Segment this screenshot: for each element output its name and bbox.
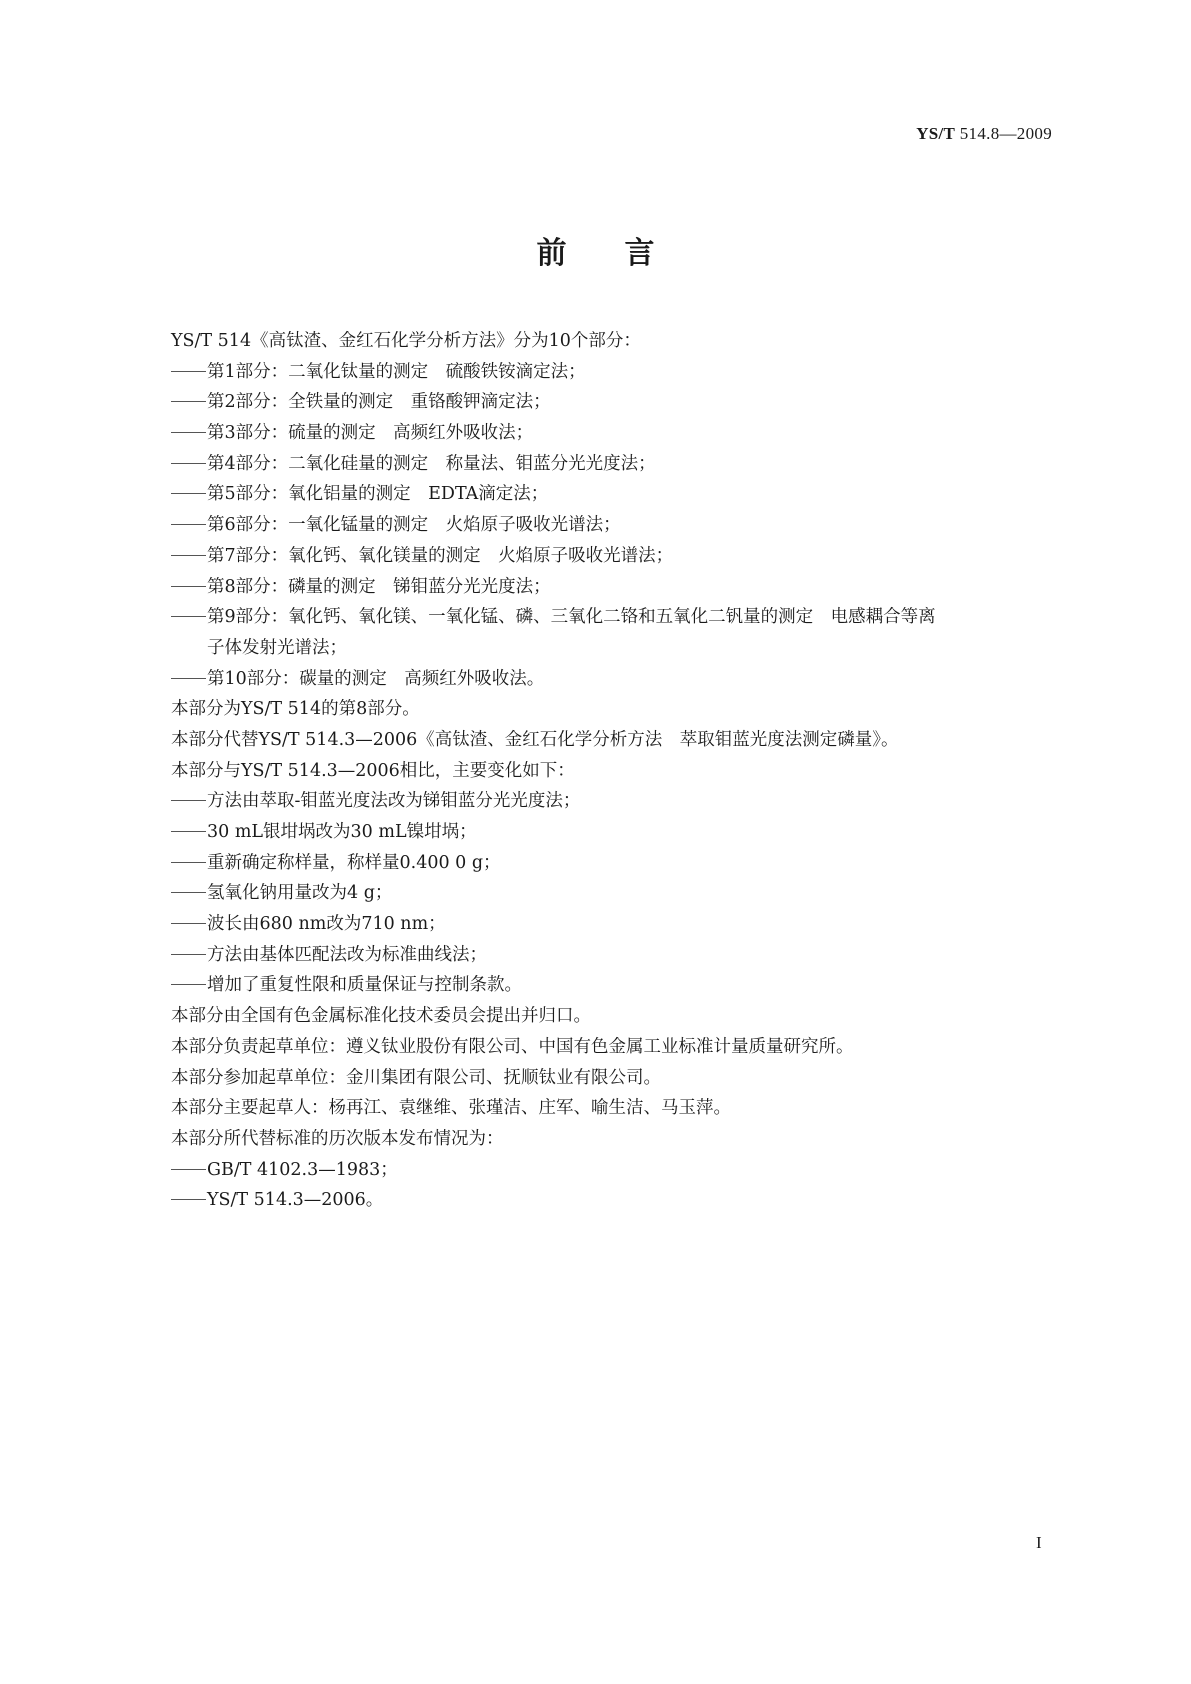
em-dash-bullet	[171, 831, 206, 832]
participating-drafters-statement: 本部分参加起草单位：金川集团有限公司、抚顺钛业有限公司。	[171, 1067, 661, 1088]
em-dash-bullet	[171, 923, 206, 924]
em-dash-bullet	[171, 800, 206, 801]
part-item-continuation: 子体发射光谱法；	[207, 637, 347, 658]
standard-prefix: YS/T	[916, 124, 956, 143]
part-item: 第4部分：二氧化硅量的测定 称量法、钼蓝分光光度法；	[171, 449, 1071, 480]
em-dash-bullet	[171, 678, 206, 679]
change-item: 方法由萃取-钼蓝光度法改为锑钼蓝分光光度法；	[171, 786, 1071, 817]
standard-code-header	[916, 124, 1052, 144]
change-item: 重新确定称样量，称样量0.400 0 g；	[171, 848, 1071, 879]
em-dash-bullet	[171, 432, 206, 433]
history-item: GB/T 4102.3—1983；	[171, 1155, 1071, 1186]
em-dash-bullet	[171, 862, 206, 863]
change-item: 氢氧化钠用量改为4 g；	[171, 878, 1071, 909]
lead-drafters-statement: 本部分负责起草单位：遵义钛业股份有限公司、中国有色金属工业标准计量质量研究所。	[171, 1036, 854, 1057]
change-item: 波长由680 nm改为710 nm；	[171, 909, 1071, 940]
foreword-body	[171, 326, 1071, 1216]
part-item: 第9部分：氧化钙、氧化镁、一氧化锰、磷、三氧化二铬和五氧化二钒量的测定 电感耦合等离	[171, 602, 1071, 633]
em-dash-bullet	[171, 463, 206, 464]
main-drafters-statement: 本部分主要起草人：杨再江、袁继维、张瑾洁、庄军、喻生洁、马玉萍。	[171, 1098, 731, 1119]
em-dash-bullet	[171, 524, 206, 525]
part-item: 第6部分：一氧化锰量的测定 火焰原子吸收光谱法；	[171, 510, 1071, 541]
em-dash-bullet	[171, 616, 206, 617]
part-item: 第3部分：硫量的测定 高频红外吸收法；	[171, 418, 1071, 449]
page-number: I	[1036, 1533, 1042, 1552]
em-dash-bullet	[171, 984, 206, 985]
em-dash-bullet	[171, 586, 206, 587]
page-title: 前言	[536, 236, 713, 271]
part-item: 第7部分：氧化钙、氧化镁量的测定 火焰原子吸收光谱法；	[171, 541, 1071, 572]
em-dash-bullet	[171, 892, 206, 893]
history-intro: 本部分所代替标准的历次版本发布情况为：	[171, 1128, 504, 1149]
part-item: 第8部分：磷量的测定 锑钼蓝分光光度法；	[171, 572, 1071, 603]
change-item: 方法由基体匹配法改为标准曲线法；	[171, 940, 1071, 971]
part-of-statement: 本部分为YS/T 514的第8部分。	[171, 699, 420, 720]
standard-number: 514.8—2009	[959, 124, 1052, 143]
em-dash-bullet	[171, 371, 206, 372]
replaces-statement: 本部分代替YS/T 514.3—2006《高钛渣、金红石化学分析方法 萃取钼蓝光度法测定磷量》。	[171, 729, 899, 750]
em-dash-bullet	[171, 555, 206, 556]
em-dash-bullet	[171, 1169, 206, 1170]
em-dash-bullet	[171, 493, 206, 494]
part-item: 第1部分：二氧化钛量的测定 硫酸铁铵滴定法；	[171, 357, 1071, 388]
proposed-by-statement: 本部分由全国有色金属标准化技术委员会提出并归口。	[171, 1006, 591, 1027]
em-dash-bullet	[171, 1199, 206, 1200]
change-item: 增加了重复性限和质量保证与控制条款。	[171, 970, 1071, 1001]
em-dash-bullet	[171, 401, 206, 402]
part-item: 第10部分：碳量的测定 高频红外吸收法。	[171, 664, 1071, 695]
change-item: 30 mL银坩埚改为30 mL镍坩埚；	[171, 817, 1071, 848]
part-item: 第2部分：全铁量的测定 重铬酸钾滴定法；	[171, 387, 1071, 418]
series-intro: YS/T 514《高钛渣、金红石化学分析方法》分为10个部分：	[171, 331, 641, 351]
part-item: 第5部分：氧化铝量的测定 EDTA滴定法；	[171, 479, 1071, 510]
changes-intro: 本部分与YS/T 514.3—2006相比，主要变化如下：	[171, 760, 575, 781]
history-item: YS/T 514.3—2006。	[171, 1185, 1071, 1216]
em-dash-bullet	[171, 954, 206, 955]
